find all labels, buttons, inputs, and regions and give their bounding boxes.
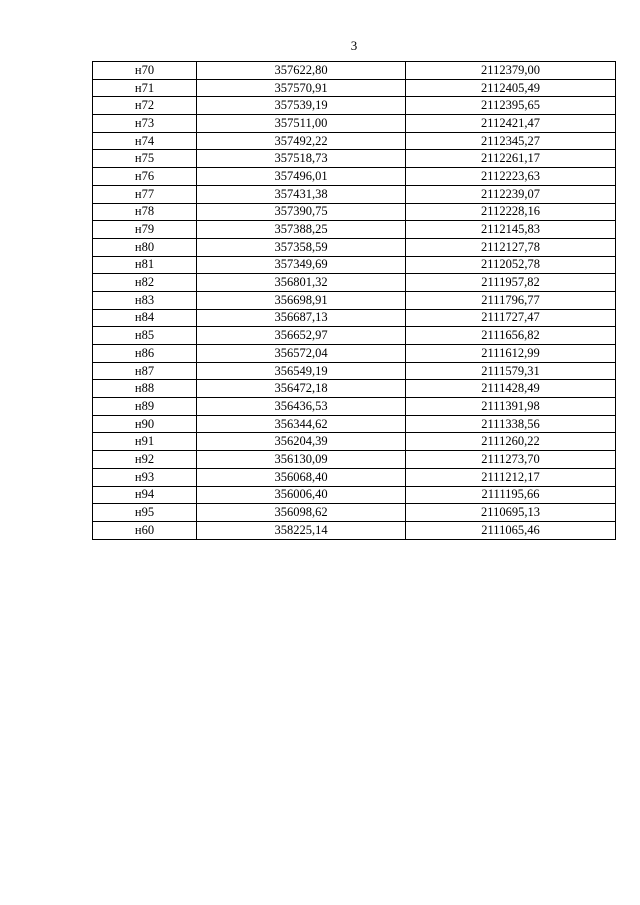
y-coordinate-cell: 2111796,77 bbox=[406, 291, 616, 309]
point-id-cell: н84 bbox=[93, 309, 197, 327]
y-coordinate-cell: 2111212,17 bbox=[406, 468, 616, 486]
table-row bbox=[93, 97, 616, 115]
table-row bbox=[93, 168, 616, 186]
y-coordinate-cell: 2112223,63 bbox=[406, 168, 616, 186]
x-coordinate-cell: 357511,00 bbox=[197, 115, 406, 133]
y-coordinate-cell: 2112379,00 bbox=[406, 62, 616, 80]
x-coordinate-cell: 357388,25 bbox=[197, 221, 406, 239]
y-coordinate-cell: 2112145,83 bbox=[406, 221, 616, 239]
table-row bbox=[93, 486, 616, 504]
point-id-cell: н94 bbox=[93, 486, 197, 504]
x-coordinate-cell: 357358,59 bbox=[197, 238, 406, 256]
point-id-cell: н76 bbox=[93, 168, 197, 186]
x-coordinate-cell: 356687,13 bbox=[197, 309, 406, 327]
y-coordinate-cell: 2112421,47 bbox=[406, 115, 616, 133]
table-row bbox=[93, 345, 616, 363]
point-id-cell: н82 bbox=[93, 274, 197, 292]
x-coordinate-cell: 356068,40 bbox=[197, 468, 406, 486]
point-id-cell: н81 bbox=[93, 256, 197, 274]
y-coordinate-cell: 2112228,16 bbox=[406, 203, 616, 221]
x-coordinate-cell: 356344,62 bbox=[197, 415, 406, 433]
x-coordinate-cell: 356436,53 bbox=[197, 398, 406, 416]
coordinates-table bbox=[92, 61, 616, 540]
table-row bbox=[93, 221, 616, 239]
table-row bbox=[93, 115, 616, 133]
point-id-cell: н83 bbox=[93, 291, 197, 309]
point-id-cell: н60 bbox=[93, 521, 197, 539]
point-id-cell: н79 bbox=[93, 221, 197, 239]
x-coordinate-cell: 356801,32 bbox=[197, 274, 406, 292]
x-coordinate-cell: 357496,01 bbox=[197, 168, 406, 186]
table-row bbox=[93, 150, 616, 168]
y-coordinate-cell: 2112127,78 bbox=[406, 238, 616, 256]
point-id-cell: н80 bbox=[93, 238, 197, 256]
table-row bbox=[93, 415, 616, 433]
y-coordinate-cell: 2111273,70 bbox=[406, 451, 616, 469]
table-row bbox=[93, 398, 616, 416]
point-id-cell: н72 bbox=[93, 97, 197, 115]
y-coordinate-cell: 2111338,56 bbox=[406, 415, 616, 433]
point-id-cell: н90 bbox=[93, 415, 197, 433]
x-coordinate-cell: 356472,18 bbox=[197, 380, 406, 398]
x-coordinate-cell: 356006,40 bbox=[197, 486, 406, 504]
table-row bbox=[93, 203, 616, 221]
x-coordinate-cell: 357539,19 bbox=[197, 97, 406, 115]
x-coordinate-cell: 356130,09 bbox=[197, 451, 406, 469]
point-id-cell: н77 bbox=[93, 185, 197, 203]
table-row bbox=[93, 504, 616, 522]
page-number: 3 bbox=[350, 38, 358, 53]
table-row bbox=[93, 238, 616, 256]
point-id-cell: н89 bbox=[93, 398, 197, 416]
x-coordinate-cell: 357390,75 bbox=[197, 203, 406, 221]
y-coordinate-cell: 2111579,31 bbox=[406, 362, 616, 380]
table-row bbox=[93, 274, 616, 292]
y-coordinate-cell: 2111195,66 bbox=[406, 486, 616, 504]
x-coordinate-cell: 356698,91 bbox=[197, 291, 406, 309]
point-id-cell: н75 bbox=[93, 150, 197, 168]
table-row bbox=[93, 433, 616, 451]
table-row bbox=[93, 79, 616, 97]
x-coordinate-cell: 358225,14 bbox=[197, 521, 406, 539]
point-id-cell: н88 bbox=[93, 380, 197, 398]
y-coordinate-cell: 2112239,07 bbox=[406, 185, 616, 203]
y-coordinate-cell: 2112345,27 bbox=[406, 132, 616, 150]
y-coordinate-cell: 2111727,47 bbox=[406, 309, 616, 327]
y-coordinate-cell: 2111656,82 bbox=[406, 327, 616, 345]
x-coordinate-cell: 357518,73 bbox=[197, 150, 406, 168]
x-coordinate-cell: 357622,80 bbox=[197, 62, 406, 80]
point-id-cell: н71 bbox=[93, 79, 197, 97]
table-row bbox=[93, 185, 616, 203]
point-id-cell: н87 bbox=[93, 362, 197, 380]
y-coordinate-cell: 2111065,46 bbox=[406, 521, 616, 539]
y-coordinate-cell: 2112395,65 bbox=[406, 97, 616, 115]
point-id-cell: н95 bbox=[93, 504, 197, 522]
table-row bbox=[93, 380, 616, 398]
table-row bbox=[93, 327, 616, 345]
point-id-cell: н86 bbox=[93, 345, 197, 363]
x-coordinate-cell: 356098,62 bbox=[197, 504, 406, 522]
y-coordinate-cell: 2111391,98 bbox=[406, 398, 616, 416]
coordinates-table-body bbox=[93, 62, 616, 540]
table-row bbox=[93, 291, 616, 309]
y-coordinate-cell: 2112261,17 bbox=[406, 150, 616, 168]
y-coordinate-cell: 2111428,49 bbox=[406, 380, 616, 398]
x-coordinate-cell: 356652,97 bbox=[197, 327, 406, 345]
point-id-cell: н78 bbox=[93, 203, 197, 221]
y-coordinate-cell: 2112405,49 bbox=[406, 79, 616, 97]
table-row bbox=[93, 62, 616, 80]
table-row bbox=[93, 521, 616, 539]
x-coordinate-cell: 356204,39 bbox=[197, 433, 406, 451]
y-coordinate-cell: 2110695,13 bbox=[406, 504, 616, 522]
point-id-cell: н91 bbox=[93, 433, 197, 451]
y-coordinate-cell: 2112052,78 bbox=[406, 256, 616, 274]
point-id-cell: н74 bbox=[93, 132, 197, 150]
y-coordinate-cell: 2111957,82 bbox=[406, 274, 616, 292]
x-coordinate-cell: 356572,04 bbox=[197, 345, 406, 363]
x-coordinate-cell: 356549,19 bbox=[197, 362, 406, 380]
x-coordinate-cell: 357492,22 bbox=[197, 132, 406, 150]
table-row bbox=[93, 132, 616, 150]
y-coordinate-cell: 2111612,99 bbox=[406, 345, 616, 363]
x-coordinate-cell: 357570,91 bbox=[197, 79, 406, 97]
point-id-cell: н85 bbox=[93, 327, 197, 345]
point-id-cell: н70 bbox=[93, 62, 197, 80]
point-id-cell: н92 bbox=[93, 451, 197, 469]
y-coordinate-cell: 2111260,22 bbox=[406, 433, 616, 451]
table-row bbox=[93, 468, 616, 486]
table-row bbox=[93, 362, 616, 380]
point-id-cell: н73 bbox=[93, 115, 197, 133]
table-row bbox=[93, 309, 616, 327]
point-id-cell: н93 bbox=[93, 468, 197, 486]
x-coordinate-cell: 357431,38 bbox=[197, 185, 406, 203]
table-row bbox=[93, 451, 616, 469]
table-row bbox=[93, 256, 616, 274]
x-coordinate-cell: 357349,69 bbox=[197, 256, 406, 274]
